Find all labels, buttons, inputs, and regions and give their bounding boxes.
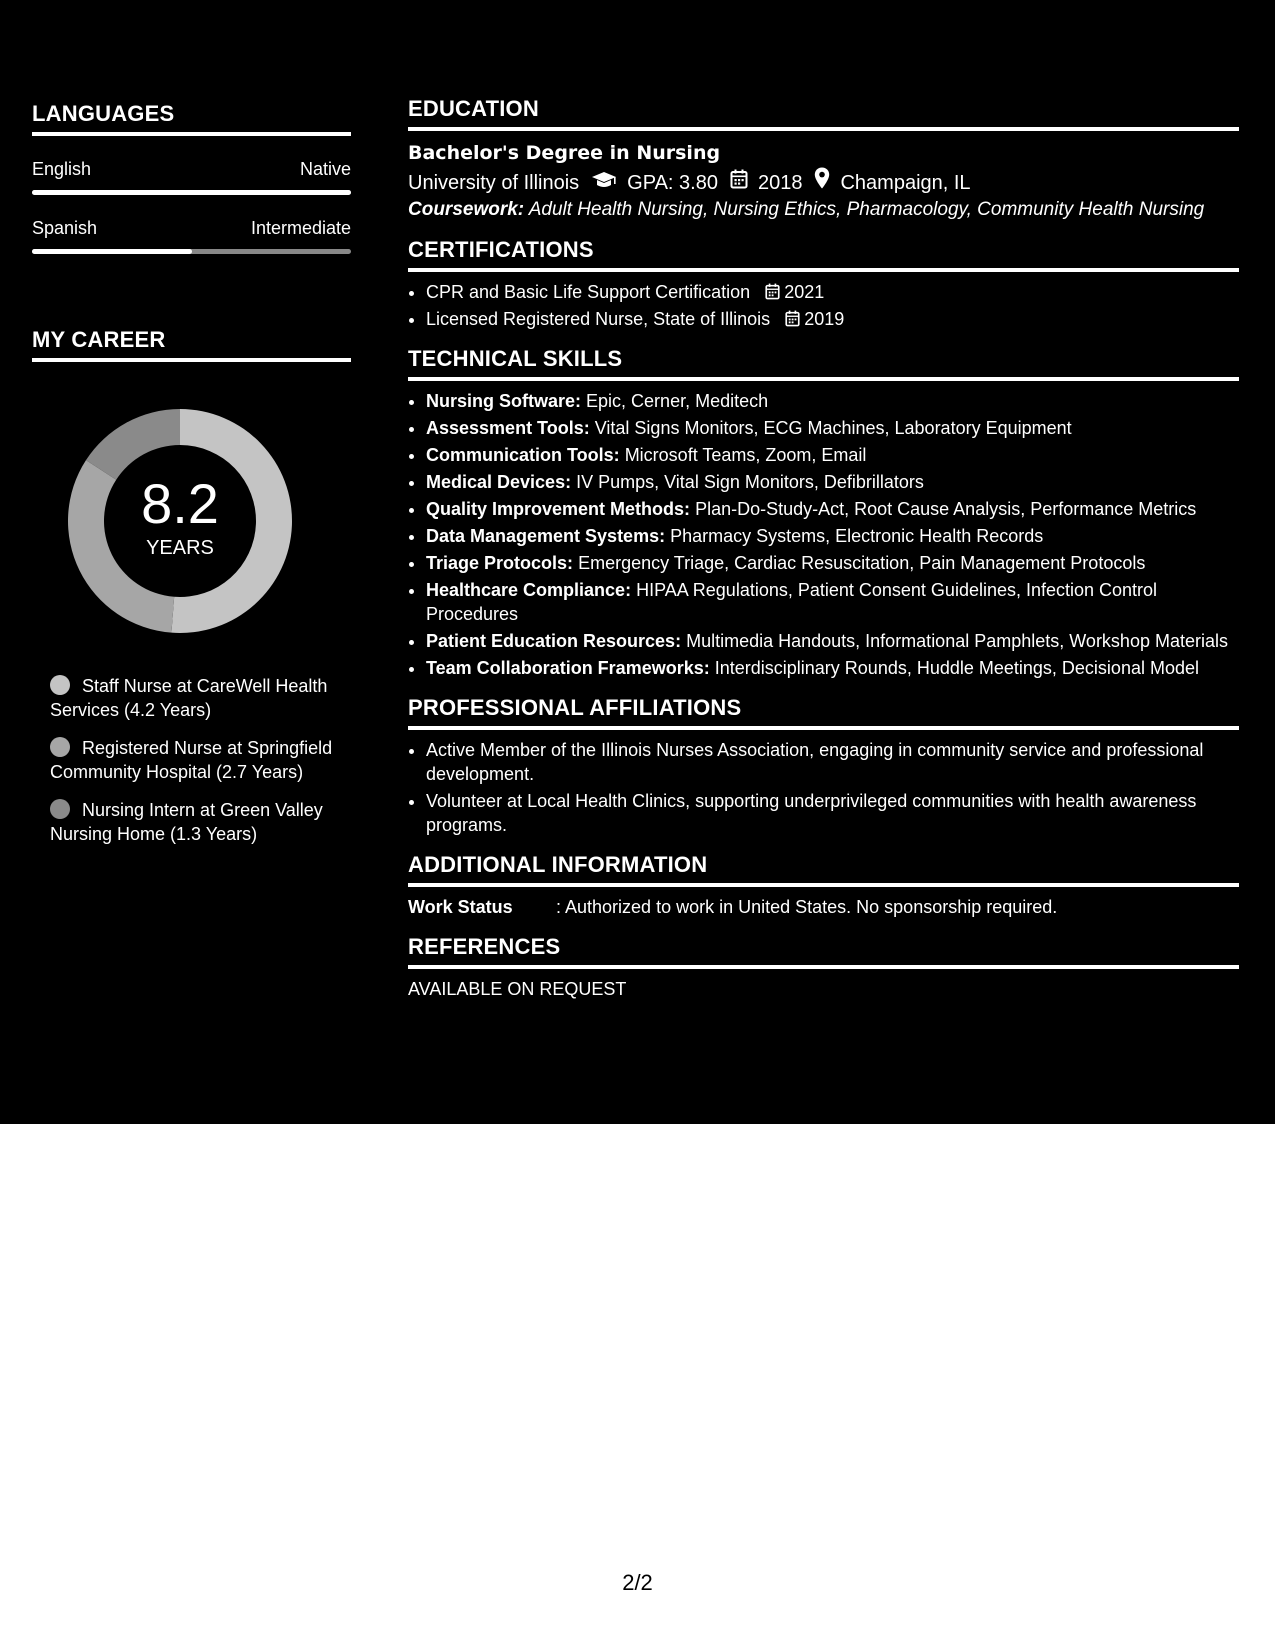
- language-name: English: [32, 159, 92, 179]
- skill-label: Healthcare Compliance:: [426, 580, 632, 600]
- career-donut: [65, 406, 295, 636]
- graduation-year: 2018: [757, 171, 803, 194]
- page-number: 2/2: [622, 1570, 653, 1595]
- references-value: AVAILABLE ON REQUEST: [408, 979, 627, 999]
- career-heading: MY CAREER: [32, 326, 351, 362]
- skill-label: Team Collaboration Frameworks:: [426, 658, 710, 678]
- additional-section: [408, 851, 1239, 919]
- calendar-icon: [765, 283, 780, 300]
- skill-item: [426, 443, 1239, 467]
- affiliations-heading: PROFESSIONAL AFFILIATIONS: [408, 694, 1239, 730]
- career-total-unit: YEARS: [146, 537, 214, 559]
- skills-list: [408, 389, 1239, 680]
- language-level: Intermediate: [250, 218, 351, 238]
- degree-title: Bachelor's Degree in Nursing: [408, 142, 721, 164]
- work-status-label: Work Status: [408, 897, 513, 917]
- skill-value: Multimedia Handouts, Informational Pamphlets, Workshop Materials: [686, 631, 1228, 651]
- map-pin-icon: [814, 167, 830, 198]
- school-name: University of Illinois: [408, 171, 580, 194]
- language-name: Spanish: [32, 218, 98, 238]
- skill-value: Epic, Cerner, Meditech: [586, 391, 769, 411]
- skill-label: Triage Protocols:: [426, 553, 574, 573]
- career-legend-label: Staff Nurse at CareWell Health Services (4.2 Years): [50, 676, 328, 720]
- language-bar: [32, 190, 351, 195]
- skill-item: [426, 389, 1239, 413]
- references-section: [408, 933, 1239, 1001]
- career-legend-label: Nursing Intern at Green Valley Nursing Home (1.3 Years): [50, 800, 323, 844]
- skill-label: Nursing Software:: [426, 391, 582, 411]
- legend-dot: [50, 799, 70, 819]
- career-legend-label: Registered Nurse at Springfield Community Hospital (2.7 Years): [50, 738, 333, 782]
- gpa: GPA: 3.80: [627, 171, 718, 194]
- career-legend-item: [50, 736, 340, 784]
- skill-item: [426, 416, 1239, 440]
- skill-value: Pharmacy Systems, Electronic Health Records: [670, 526, 1044, 546]
- skill-label: Medical Devices:: [426, 472, 572, 492]
- language-item: [32, 217, 351, 254]
- skill-label: Patient Education Resources:: [426, 631, 682, 651]
- certification-year: 2021: [784, 282, 825, 302]
- certification-item: [426, 280, 1239, 304]
- affiliation-item: • Volunteer at Local Health Clinics, supporting underprivileged communities with health awareness programs.: [426, 789, 1239, 837]
- career-legend: [50, 674, 340, 846]
- certifications-heading: CERTIFICATIONS: [408, 236, 1239, 272]
- language-bar-fill: [32, 249, 192, 254]
- language-item: [32, 158, 351, 195]
- work-status-row: [408, 895, 1239, 919]
- career-legend-item: [50, 798, 340, 846]
- languages-heading: LANGUAGES: [32, 100, 351, 136]
- skill-value: HIPAA Regulations, Patient Consent Guidelines, Infection Control Procedures: [426, 580, 1158, 624]
- skill-value: Interdisciplinary Rounds, Huddle Meetings, Decisional Model: [714, 658, 1199, 678]
- skills-section: [408, 345, 1239, 680]
- career-total-years: 8.2: [141, 472, 219, 535]
- education-heading: EDUCATION: [408, 95, 1239, 131]
- work-status-value: : Authorized to work in United States. No sponsorship required.: [556, 897, 1058, 917]
- main-content: [408, 95, 1239, 1015]
- sidebar: [32, 100, 351, 860]
- skill-item: [426, 551, 1239, 575]
- legend-dot: [50, 737, 70, 757]
- language-level: Native: [299, 159, 351, 179]
- affiliation-item: • Active Member of the Illinois Nurses Association, engaging in community service and professional development.: [426, 738, 1239, 786]
- certification-item: [426, 307, 1239, 331]
- skill-item: [426, 629, 1239, 653]
- legend-dot: [50, 675, 70, 695]
- skill-value: Plan-Do-Study-Act, Root Cause Analysis, Performance Metrics: [695, 499, 1197, 519]
- skill-value: IV Pumps, Vital Sign Monitors, Defibrillators: [576, 472, 924, 492]
- skill-value: Vital Signs Monitors, ECG Machines, Laboratory Equipment: [594, 418, 1072, 438]
- career-legend-item: [50, 674, 340, 722]
- affiliations-list: [408, 738, 1239, 837]
- skill-item: [426, 497, 1239, 521]
- certification-name: CPR and Basic Life Support Certification: [426, 282, 751, 302]
- skill-item: [426, 656, 1239, 680]
- school-location: Champaign, IL: [840, 171, 971, 194]
- certification-name: Licensed Registered Nurse, State of Illinois: [426, 309, 771, 329]
- coursework-label: Coursework:: [408, 199, 525, 220]
- certification-year: 2019: [804, 309, 845, 329]
- certifications-list: [408, 280, 1239, 331]
- skill-label: Data Management Systems:: [426, 526, 666, 546]
- calendar-icon: [785, 310, 800, 327]
- education-section: [408, 95, 1239, 222]
- skill-label: Communication Tools:: [426, 445, 620, 465]
- skill-value: Emergency Triage, Cardiac Resuscitation, Pain Management Protocols: [578, 553, 1146, 573]
- skill-value: Microsoft Teams, Zoom, Email: [624, 445, 867, 465]
- coursework: [408, 198, 1239, 222]
- affiliations-section: [408, 694, 1239, 837]
- certifications-section: [408, 236, 1239, 331]
- calendar-icon: [730, 168, 748, 198]
- skill-item: [426, 524, 1239, 548]
- additional-heading: ADDITIONAL INFORMATION: [408, 851, 1239, 887]
- language-bar: [32, 249, 351, 254]
- career-donut-center: [65, 406, 295, 636]
- references-heading: REFERENCES: [408, 933, 1239, 969]
- skills-heading: TECHNICAL SKILLS: [408, 345, 1239, 381]
- education-meta: [408, 167, 1239, 198]
- coursework-list: Adult Health Nursing, Nursing Ethics, Pharmacology, Community Health Nursing: [528, 199, 1205, 220]
- skill-label: Assessment Tools:: [426, 418, 590, 438]
- language-bar-fill: [32, 190, 351, 195]
- graduation-cap-icon: [591, 168, 617, 198]
- skill-item: [426, 470, 1239, 494]
- skill-item: [426, 578, 1239, 626]
- skill-label: Quality Improvement Methods:: [426, 499, 691, 519]
